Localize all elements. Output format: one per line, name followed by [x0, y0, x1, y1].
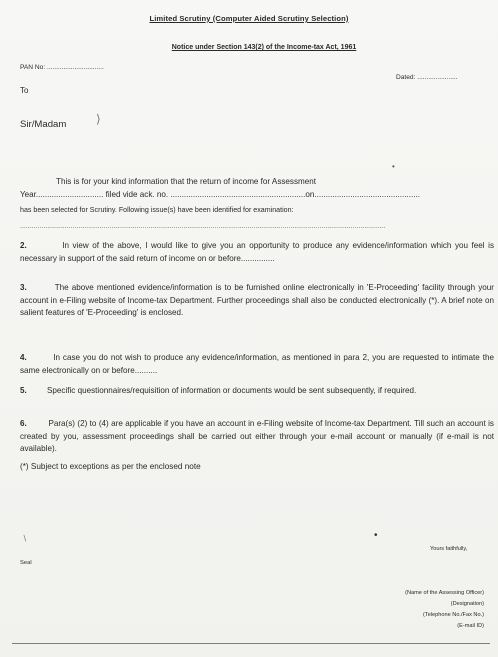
bottom-divider: [12, 643, 490, 644]
notice-subtitle: Notice under Section 143(2) of the Income-tax Act, 1961: [171, 44, 357, 51]
pen-mark-icon: ⟩: [96, 112, 101, 126]
paragraph-2-number: 2.: [20, 241, 27, 250]
paragraph-4-text: In case you do not wish to produce any evidence/information, as mentioned in para 2, you are requested to intimate the same electronically on or before..........: [20, 353, 494, 375]
officer-designation: (Designation): [450, 601, 484, 607]
paragraph-2-text: In view of the above, I would like to give you an opportunity to produce any evidence/information which you feel is necessary in support of the said return of income on or before...............: [20, 241, 494, 263]
officer-email: (E-mail ID): [457, 623, 484, 629]
paragraph-1-line-3: has been selected for Scrutiny. Following issue(s) have been identified for examination:: [20, 206, 294, 214]
salutation: Sir/Madam: [20, 119, 67, 130]
ink-dot-icon: •: [392, 162, 395, 171]
to-label: To: [20, 86, 29, 95]
issues-dotted-line: ............................................................................................................................................................................................: [20, 223, 386, 230]
paragraph-6-number: 6.: [20, 419, 27, 428]
paragraph-3-number: 3.: [20, 283, 27, 292]
pan-field: PAN No: ...............................: [20, 64, 104, 71]
paragraph-6-text: Para(s) (2) to (4) are applicable if you have an account in e-Filing website of Income-tax Department. Till such an account is created by you, assessment proceedings shall be carried out either through your e-mail account or manually (if e-mail is not available).: [20, 419, 494, 453]
exceptions-note: (*) Subject to exceptions as per the enclosed note: [20, 462, 201, 471]
paragraph-1-line-1: This is for your kind information that the return of income for Assessment: [56, 177, 317, 186]
paragraph-5: [20, 385, 494, 398]
paragraph-3: [20, 282, 494, 320]
officer-name: (Name of the Assessing Officer): [405, 590, 484, 596]
paragraph-2: [20, 240, 494, 265]
paragraph-1: [20, 176, 494, 201]
officer-telephone: (Telephone No./Fax No.): [423, 612, 484, 618]
officer-signature-block: [405, 588, 484, 632]
paragraph-4: [20, 352, 494, 377]
paragraph-1-line-2: Year.............................. filed vide ack. no. ............................................................on...............................................: [20, 189, 421, 199]
notice-title: Limited Scrutiny (Computer Aided Scrutiny Selection): [149, 14, 349, 23]
seal-label: Seal: [20, 560, 32, 566]
paragraph-5-number: 5.: [20, 386, 27, 395]
paragraph-3-text: The above mentioned evidence/information is to be furnished online electronically in 'E-Proceeding' facility through your account in e-Filing website of Income-tax Department. Further proceedings shall also be conducted electronically (*). A brief note on salient features of 'E-Proceeding' is enclosed.: [20, 283, 494, 317]
paragraph-6: [20, 418, 494, 456]
paragraph-4-number: 4.: [20, 353, 27, 362]
paragraph-5-text: Specific questionnaires/requisition of information or documents would be sent subsequently, if required.: [47, 386, 417, 395]
dated-field: Dated: ......................: [396, 74, 458, 81]
ink-dot-icon: •: [374, 530, 378, 541]
yours-faithfully: Yours faithfully,: [430, 546, 468, 552]
tick-mark-icon: ∖: [22, 534, 28, 543]
